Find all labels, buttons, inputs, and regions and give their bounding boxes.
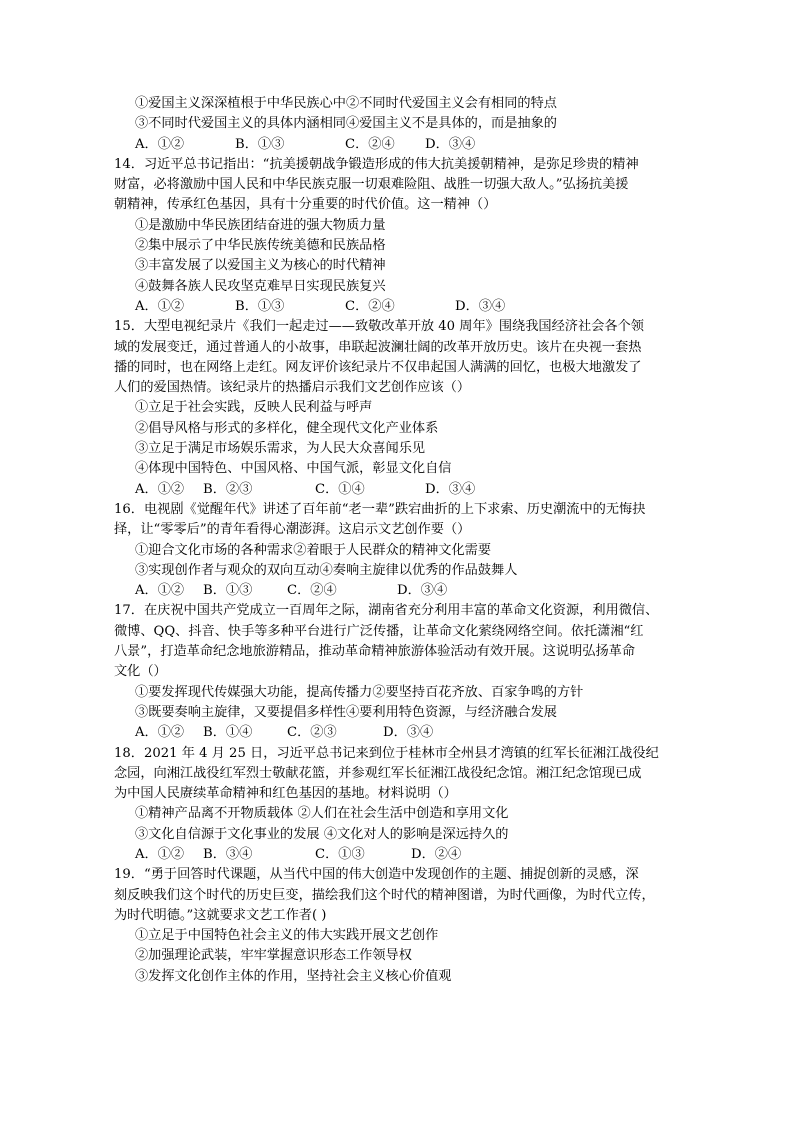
q13-options [114, 135, 686, 155]
q18-item-1: ①精神产品离不开物质载体 ②人们在社会生活中创造和享用文化 [135, 806, 509, 822]
q17-option-a: A．①② [135, 725, 185, 741]
q13-option-b: B．①③ [235, 136, 285, 152]
q19-item-3: ③发挥文化创作主体的作用，坚持社会主义核心价值观 [135, 968, 452, 984]
q15-item-3: ③立足于满足市场娱乐需求，为人民大众喜闻乐见 [135, 441, 426, 457]
q18-stem-3: 为中国人民赓续革命精神和红色基因的基地。材料说明（） [114, 786, 457, 802]
q14-item-3: ③丰富发展了以爱国主义为核心的时代精神 [135, 258, 386, 274]
q14-option-c: C．②④ [345, 298, 395, 314]
q14-option-d: D．③④ [455, 298, 506, 314]
q17-stem-4: 文化（） [114, 664, 167, 680]
q16-stem-2: 择，让“零零后”的青年看得心潮澎湃。这启示文艺创作要（） [114, 522, 471, 538]
q17-stem-1: 17．在庆祝中国共产党成立一百周年之际，湖南省充分利用丰富的革命文化资源，利用微信、 [114, 603, 659, 619]
q15-item-1: ①立足于社会实践，反映人民利益与呼声 [135, 400, 373, 416]
q19-stem-2: 刻反映我们这个时代的历史巨变，描绘我们这个时代的精神图谱，为时代画像，为时代立传， [114, 887, 655, 903]
q14-options [114, 297, 686, 317]
q17-item-1: ①要发挥现代传媒强大功能，提高传播力②要坚持百花齐放、百家争鸣的方针 [135, 684, 584, 700]
q16-option-d: D．③④ [397, 583, 448, 599]
q17-option-d: D．③④ [383, 725, 434, 741]
q14-stem-2: 财富，必将激励中国人民和中华民族克服一切艰难险阻、战胜一切强大敌人。”弘扬抗美援 [114, 177, 629, 193]
q16-option-b: B．①③ [203, 583, 253, 599]
q19-stem-3: 为时代明德。”这就要求文艺工作者( ) [114, 907, 327, 923]
question-list [114, 94, 686, 987]
q17-options [114, 723, 686, 743]
q17-stem-2: 微博、QQ、抖音、快手等多种平台进行广泛传播，让革命文化萦绕网络空间。依托潇湘“红 [114, 623, 644, 639]
q14-stem-1: 14．习近平总书记指出：“抗美援朝战争锻造形成的伟大抗美援朝精神，是弥足珍贵的精神 [114, 156, 639, 172]
q15-stem-3: 播的同时，也在网络上走红。网友评价该纪录片不仅串起国人满满的回忆，也极大地激发了 [114, 359, 642, 375]
q17-option-c: C．②③ [287, 725, 337, 741]
q15-item-4: ④体现中国特色、中国风格、中国气派，彰显文化自信 [135, 461, 452, 477]
q19-item-2: ②加强理论武装，牢牢掌握意识形态工作领导权 [135, 948, 412, 964]
q16-item-2: ③实现创作者与观众的双向互动④奏响主旋律以优秀的作品鼓舞人 [135, 562, 518, 578]
q15-option-b: B．②③ [203, 481, 253, 497]
q13-option-c: C．②④ [345, 136, 395, 152]
q18-options [114, 845, 686, 865]
q17-stem-3: 八景”，打造革命纪念地旅游精品，推动革命精神旅游体验活动有效开展。这说明弘扬革命 [114, 644, 636, 660]
q13-item-1: ①爱国主义深深植根于中华民族心中②不同时代爱国主义会有相同的特点 [135, 96, 557, 111]
q13-item-2: ③不同时代爱国主义的具体内涵相同④爱国主义不是具体的，而是抽象的 [135, 116, 557, 132]
q16-option-a: A．①② [135, 583, 185, 599]
q18-option-d: D．②④ [411, 846, 462, 862]
q14-option-a: A．①② [135, 298, 185, 314]
q16-options [114, 581, 686, 601]
q14-stem-3: 朝精神，传承红色基因，具有十分重要的时代价值。这一精神（） [114, 197, 497, 213]
q14-item-4: ④鼓舞各族人民攻坚克难早日实现民族复兴 [135, 278, 386, 294]
q19-stem-1: 19．“勇于回答时代课题，从当代中国的伟大创造中发现创作的主题、捕捉创新的灵感，深 [114, 867, 639, 883]
q13-option-d: D．③④ [425, 136, 476, 152]
q17-item-2: ③既要奏响主旋律，又要提倡多样性④要利用特色资源，与经济融合发展 [135, 704, 557, 720]
q16-stem-1: 16．电视剧《觉醒年代》讲述了百年前“老一辈”跌宕曲折的上下求索、历史潮流中的无悔抉 [114, 501, 646, 517]
q15-option-a: A．①② [135, 481, 185, 497]
q18-stem-1: 18．2021 年 4 月 25 日，习近平总书记来到位于桂林市全州县才湾镇的红军长征湘江战役纪 [114, 745, 659, 761]
q19-item-1: ①立足于中国特色社会主义的伟大实践开展文艺创作 [135, 928, 439, 944]
q18-option-b: B．③④ [203, 846, 253, 862]
q15-stem-1: 15．大型电视纪录片《我们一起走过——致敬改革开放 40 周年》围绕我国经济社会各个领 [114, 319, 644, 335]
q15-stem-4: 人们的爱国热情。该纪录片的热播启示我们文艺创作应该（） [114, 380, 471, 396]
q15-option-d: D．③④ [425, 481, 476, 497]
q17-option-b: B．①④ [203, 725, 253, 741]
q18-option-c: C．①③ [315, 846, 365, 862]
q15-option-c: C．①④ [315, 481, 365, 497]
q18-stem-2: 念园，向湘江战役红军烈士敬献花篮，并参观红军长征湘江战役纪念馆。湘江纪念馆现已成 [114, 765, 642, 781]
q15-stem-2: 域的发展变迁，通过普通人的小故事，串联起波澜壮阔的改革开放历史。该片在央视一套热 [114, 339, 642, 355]
q14-item-2: ②集中展示了中华民族传统美德和民族品格 [135, 238, 386, 254]
q16-item-1: ①迎合文化市场的各种需求②着眼于人民群众的精神文化需要 [135, 542, 492, 558]
q16-option-c: C．②④ [287, 583, 337, 599]
q14-option-b: B．①③ [235, 298, 285, 314]
q15-options [114, 480, 686, 500]
q18-item-2: ③文化自信源于文化事业的发展 ④文化对人的影响是深远持久的 [135, 826, 509, 842]
q15-item-2: ②倡导风格与形式的多样化，健全现代文化产业体系 [135, 420, 439, 436]
q18-option-a: A．①② [135, 846, 185, 862]
q14-item-1: ①是激励中华民族团结奋进的强大物质力量 [135, 217, 386, 233]
q13-option-a: A．①② [135, 136, 185, 152]
